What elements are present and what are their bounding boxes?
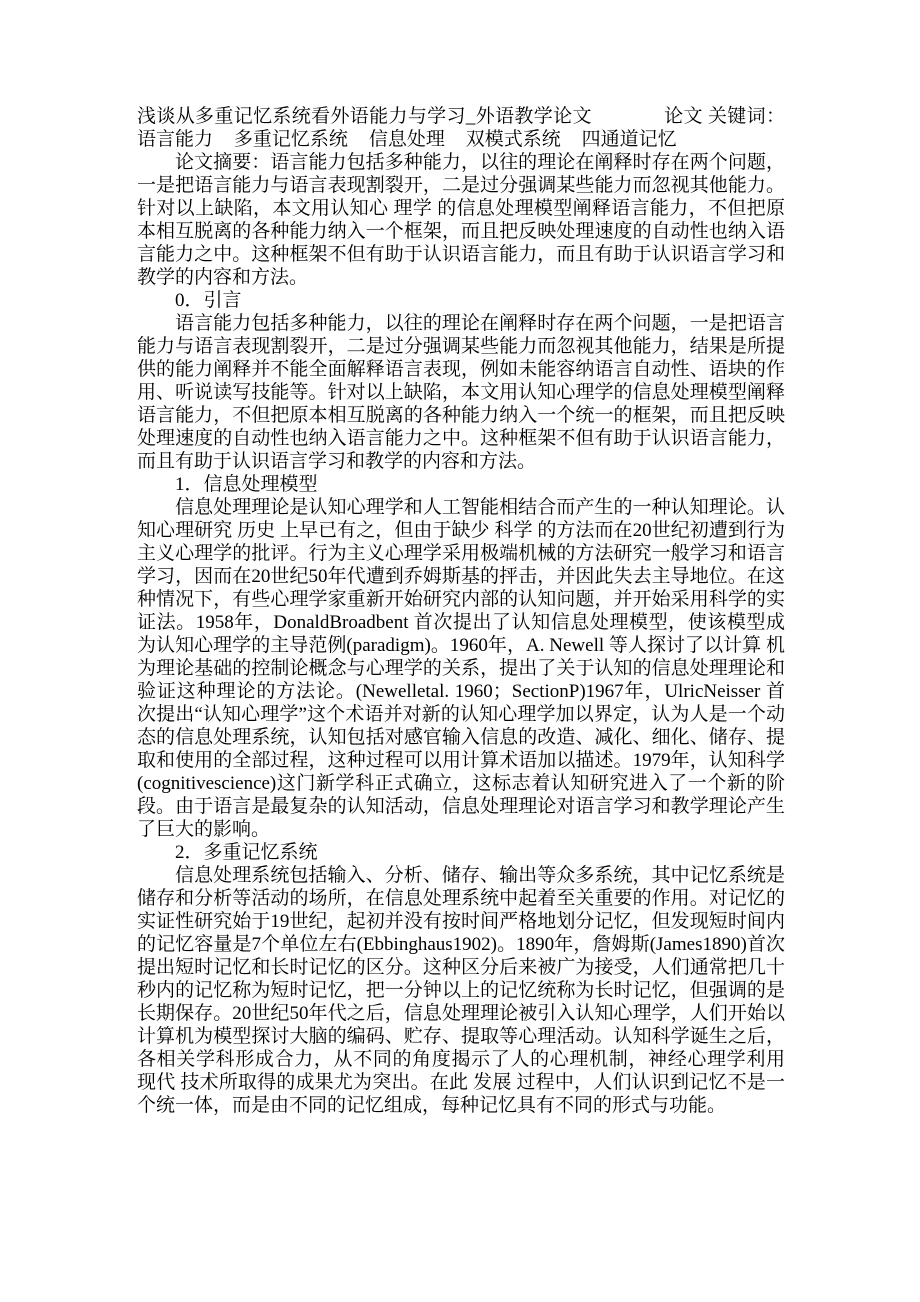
section-heading-introduction: 0．引言 xyxy=(175,290,242,311)
section-body-multiple-memory-systems: 信息处理系统包括输入、分析、储存、输出等众多系统，其中记忆系统是储存和分析等活动的场所，在信息处理系统中起着至关重要的作用。对记忆的实证性研究始于19世纪，起初并没有按时间严格地划分记忆，但发现短时间内的记忆容量是7个单位左右(Ebbinghaus1902)。1890年，詹姆斯(James1890)首次提出短时记忆和长时记忆的区分。这种区分后来被广为接受，人们通常把几十秒内的记忆称为短时记忆，把一分钟以上的记忆统称为长时记忆，但强调的是长期保存。20世纪50年代之后，信息处理理论被引入认知心理学，人们开始以计算机为模型探讨大脑的编码、贮存、提取等心理活动。认知科学诞生之后，各相关学科形成合力，从不同的角度揭示了人的心理机制，神经心理学利用 现代 技术所取得的成果尤为突出。在此 发展 过程中，人们认识到记忆不是一个统一体，而是由不同的记忆组成，每种记忆具有不同的形式与功能。 xyxy=(137,865,785,1116)
section-body-information-processing-model: 信息处理理论是认知心理学和人工智能相结合而产生的一种认知理论。认知心理研究 历史 上早已有之，但由于缺少 科学 的方法而在20世纪初遭到行为主义心理学的批评。行为主义心理学采用极端机械的方法研究一般学习和语言学习，因而在20世纪50年代遭到乔姆斯基的抨击，并因此失去主导地位。在这种情况下，有些心理学家重新开始研究内部的认知问题，并开始采用科学的实证法。1958年，DonaldBroadbent 首次提出了认知信息处理模型，使该模型成为认知心理学的主导范例(paradigm)。1960年，A. Newell 等人探讨了以计算 机为理论基础的控制论概念与心理学的关系，提出了关于认知的信息处理理论和验证这种理论的方法论。(Newelletal. 1960；SectionP)1967年，UlricNeisser 首次提出“认知心理学”这个术语并对新的认知心理学加以界定，认为人是一个动态的信息处理系统，认知包括对感官输入信息的改造、减化、细化、储存、提取和使用的全部过程，这种过程可以用计算术语加以描述。1979年，认知科学(cognitivescience)这门新学科正式确立，这标志着认知研究进入了一个新的阶段。由于语言是最复杂的认知活动，信息处理理论对语言学习和教学理论产生了巨大的影响。 xyxy=(137,497,785,840)
document-content xyxy=(137,105,785,1117)
section-heading-multiple-memory-systems: 2．多重记忆系统 xyxy=(175,842,318,863)
keyword-item: 双模式系统 xyxy=(465,129,561,150)
document-title: 浅谈从多重记忆系统看外语能力与学习_外语教学论文 xyxy=(137,106,592,127)
keyword-item: 多重记忆系统 xyxy=(233,129,348,150)
abstract-paragraph: 论文摘要：语言能力包括多种能力，以往的理论在阐释时存在两个问题，一是把语言能力与语言表现割裂开，二是过分强调某些能力而忽视其他能力。针对以上缺陷，本文用认知心 理学 的信息处理模型阐释语言能力，不但把原本相互脱离的各种能力纳入一个框架，而且把反映处理速度的自动性也纳入语言能力之中。这种框架不但有助于认识语言能力，而且有助于认识语言学习和教学的内容和方法。 xyxy=(137,152,785,288)
keyword-item: 信息处理 xyxy=(368,129,445,150)
keyword-item: 语言能力 xyxy=(137,129,214,150)
title-keywords-line xyxy=(137,105,785,151)
section-heading-information-processing-model: 1．信息处理模型 xyxy=(175,474,318,495)
keyword-item: 四通道记忆 xyxy=(581,129,677,150)
section-body-introduction: 语言能力包括多种能力，以往的理论在阐释时存在两个问题，一是把语言能力与语言表现割裂开，二是过分强调某些能力而忽视其他能力，结果是所提供的能力阐释并不能全面解释语言表现，例如未能容纳语言自动性、语块的作用、听说读写技能等。针对以上缺陷，本文用认知心理学的信息处理模型阐释语言能力，不但把原本相互脱离的各种能力纳入一个统一的框架，而且把反映处理速度的自动性也纳入语言能力之中。这种框架不但有助于认识语言能力，而且有助于认识语言学习和教学的内容和方法。 xyxy=(137,313,785,472)
keywords-label: 论文 关键词： xyxy=(663,106,785,127)
